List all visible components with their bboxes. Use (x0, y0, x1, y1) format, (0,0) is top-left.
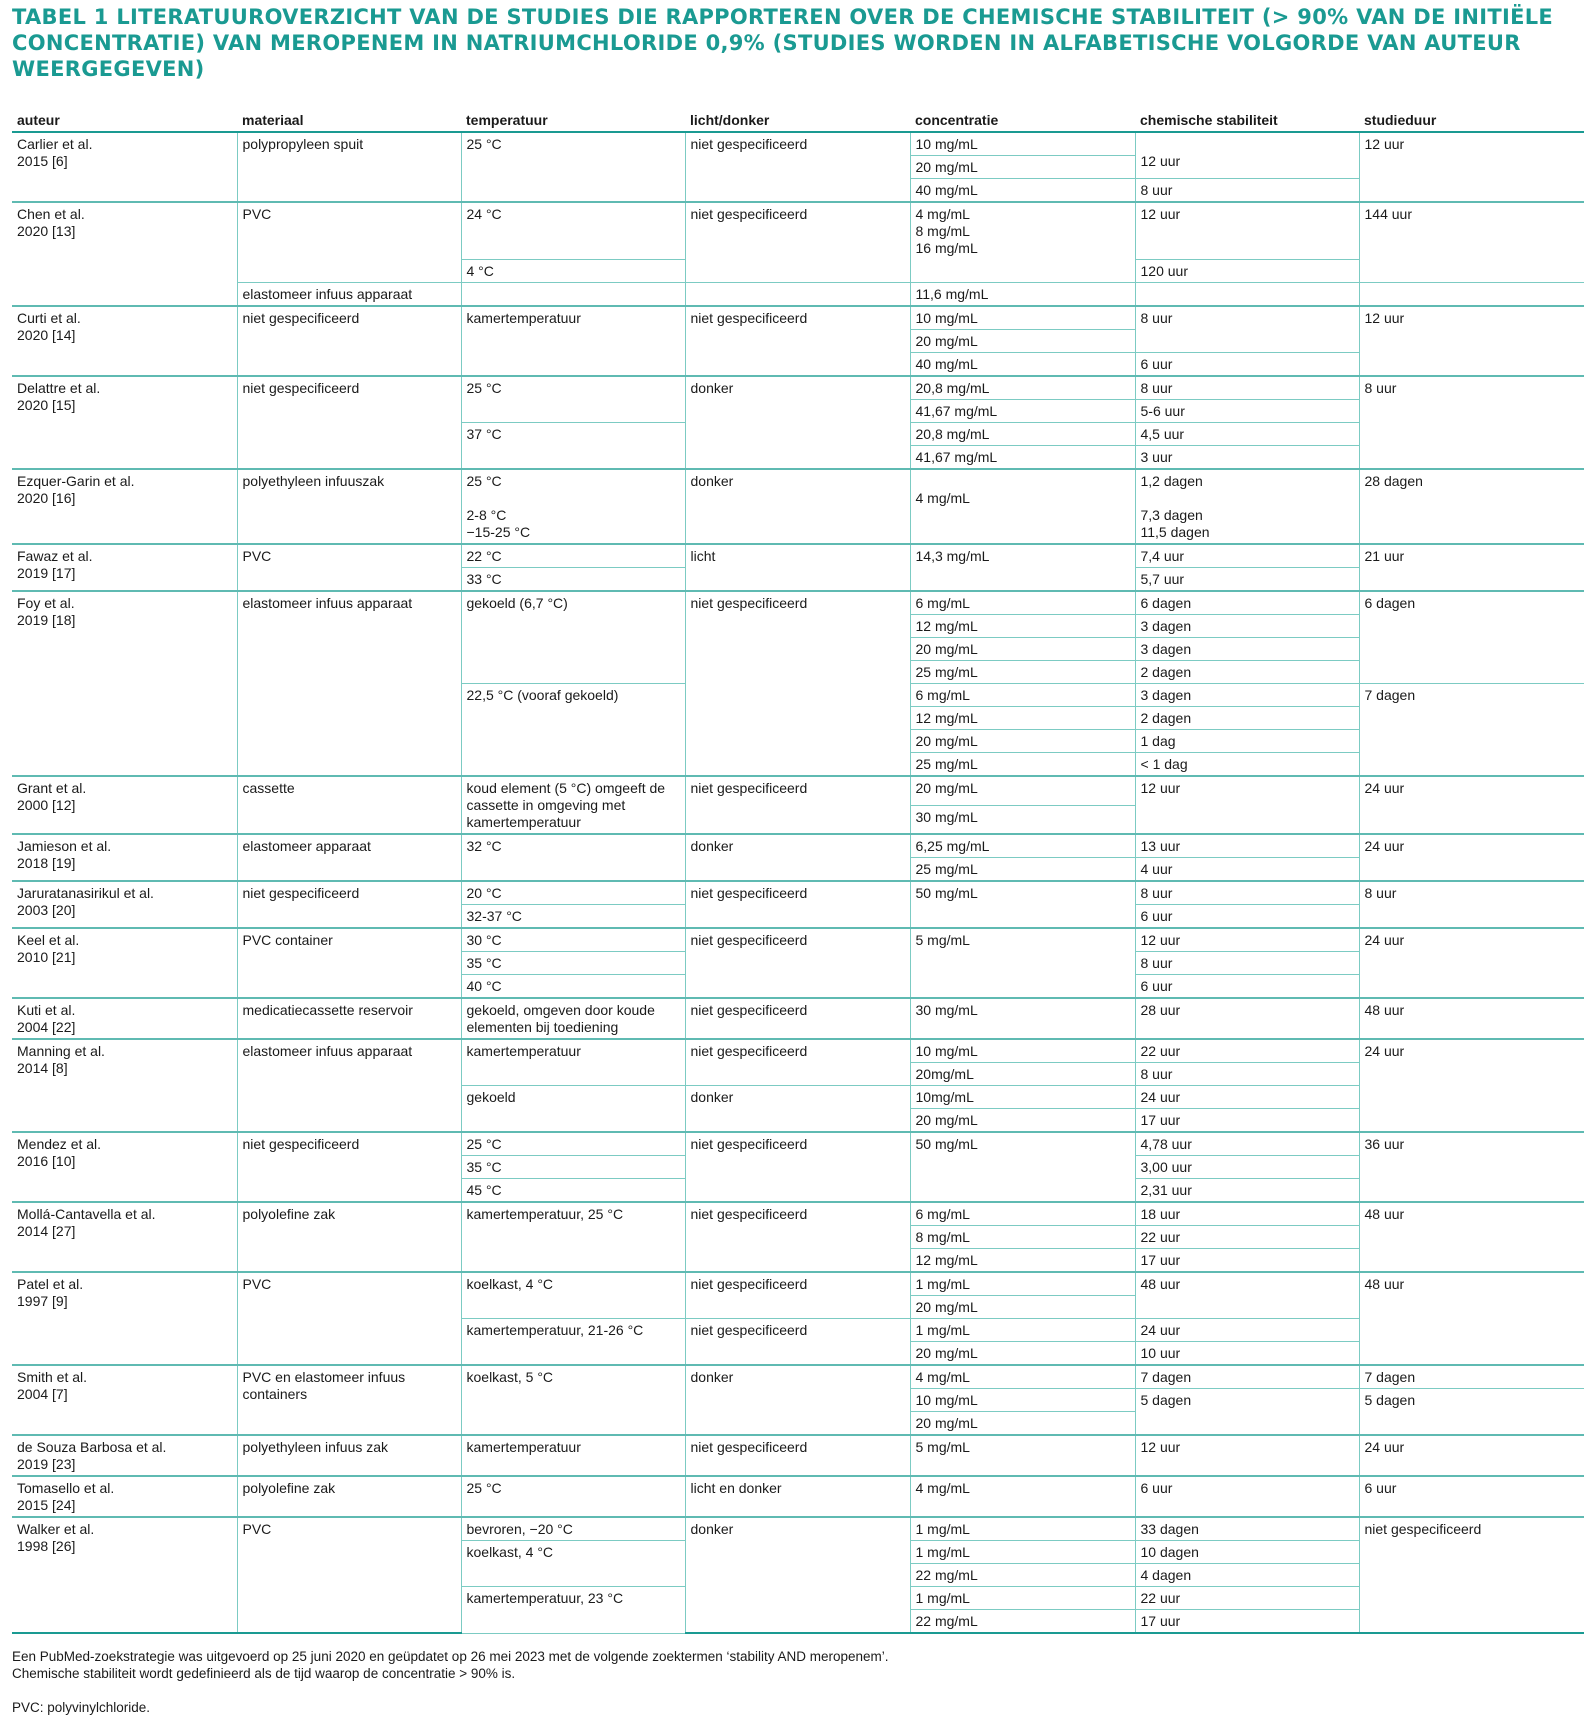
table-cell: 10 dagen (1135, 1541, 1359, 1564)
table-cell: niet gespecificeerd (685, 928, 910, 998)
table-row (12, 998, 1584, 1039)
table-cell: 12 uur (1135, 202, 1359, 260)
table-cell: donker (685, 1517, 910, 1633)
table-cell: 7,4 uur (1135, 544, 1359, 568)
table-cell: 12 uur (1135, 928, 1359, 952)
table-cell: Chen et al. 2020 [13] (12, 202, 237, 306)
table-cell: 17 uur (1135, 1610, 1359, 1634)
table-cell: 10 uur (1135, 1342, 1359, 1366)
table-cell: koelkast, 5 °C (461, 1365, 685, 1435)
table-cell: niet gespecificeerd (1359, 1517, 1584, 1633)
table-cell: 36 uur (1359, 1132, 1584, 1202)
table-cell: Jaruratanasirikul et al. 2003 [20] (12, 881, 237, 928)
table-cell: Curti et al. 2020 [14] (12, 306, 237, 376)
table-cell: 20 mg/mL (910, 1109, 1135, 1133)
table-cell: kamertemperatuur (461, 1039, 685, 1086)
table-cell: 30 mg/mL (910, 998, 1135, 1039)
table-cell: 4 mg/mL 8 mg/mL 16 mg/mL (910, 202, 1135, 283)
table-cell: 32-37 °C (461, 905, 685, 929)
table-cell: donker (685, 469, 910, 544)
header-concentratie: concentratie (910, 108, 1135, 132)
table-row (12, 1202, 1584, 1226)
table-cell: 5,7 uur (1135, 568, 1359, 592)
table-cell: Manning et al. 2014 [8] (12, 1039, 237, 1132)
table-row (12, 132, 1584, 156)
table-cell: niet gespecificeerd (685, 881, 910, 928)
table-cell: 8 uur (1135, 952, 1359, 975)
table-cell: 8 uur (1135, 376, 1359, 400)
table-cell: 25 mg/mL (910, 661, 1135, 684)
table-cell (1359, 283, 1584, 307)
table-row (12, 928, 1584, 952)
header-temperatuur: temperatuur (461, 108, 685, 132)
table-cell: 8 uur (1359, 881, 1584, 928)
table-cell: 22 °C (461, 544, 685, 568)
table-cell: 20 mg/mL (910, 1342, 1135, 1366)
table-cell: 5 mg/mL (910, 1435, 1135, 1476)
table-cell: 1,2 dagen 7,3 dagen 11,5 dagen (1135, 469, 1359, 544)
table-cell: kamertemperatuur, 21-26 °C (461, 1319, 685, 1366)
table-cell: elastomeer infuus apparaat (237, 1039, 461, 1132)
table-cell: 5-6 uur (1135, 400, 1359, 423)
table-cell: 48 uur (1135, 1272, 1359, 1319)
header-materiaal: materiaal (237, 108, 461, 132)
table-cell: 1 mg/mL (910, 1587, 1135, 1610)
table-cell: 30 mg/mL (910, 805, 1135, 834)
table-cell: polypropyleen spuit (237, 132, 461, 202)
table-row (12, 1132, 1584, 1156)
table-cell: 24 uur (1135, 1319, 1359, 1342)
table-row (12, 1517, 1584, 1541)
footnote-search: Een PubMed-zoekstrategie was uitgevoerd op 25 juni 2020 en geüpdatet op 26 mei 2023 met de volgende zoektermen ‘stability AND meropenem’. (12, 1649, 889, 1664)
table-cell: < 1 dag (1135, 753, 1359, 777)
table-cell: donker (685, 834, 910, 881)
table-row (12, 1272, 1584, 1296)
table-cell: 41,67 mg/mL (910, 400, 1135, 423)
table-cell: 20 mg/mL (910, 638, 1135, 661)
table-cell: 6 uur (1359, 1476, 1584, 1517)
table-cell: 40 mg/mL (910, 179, 1135, 203)
table-cell: Carlier et al. 2015 [6] (12, 132, 237, 202)
table-cell: 6 mg/mL (910, 684, 1135, 707)
table-cell: 18 uur (1135, 1202, 1359, 1226)
table-cell: 20 °C (461, 881, 685, 905)
table-cell: niet gespecificeerd (237, 306, 461, 376)
table-cell: 30 °C (461, 928, 685, 952)
table-cell: niet gespecificeerd (685, 1202, 910, 1272)
table-cell: 10 mg/mL (910, 1389, 1135, 1412)
table-cell: licht (685, 544, 910, 591)
table-cell: 4 dagen (1135, 1564, 1359, 1587)
table-cell: 2,31 uur (1135, 1179, 1359, 1203)
table-cell: 5 dagen (1359, 1389, 1584, 1436)
table-cell: 24 °C (461, 202, 685, 260)
table-cell: Ezquer-Garin et al. 2020 [16] (12, 469, 237, 544)
table-cell: gekoeld (461, 1086, 685, 1133)
table-cell: niet gespecificeerd (237, 1132, 461, 1202)
table-cell: niet gespecificeerd (685, 306, 910, 376)
header-chemische-stabiliteit: chemische stabiliteit (1135, 108, 1359, 132)
table-cell: 6,25 mg/mL (910, 834, 1135, 858)
table-cell: licht en donker (685, 1476, 910, 1517)
table-header (12, 108, 1584, 132)
table-cell: 17 uur (1135, 1109, 1359, 1133)
table-cell: koud element (5 °C) omgeeft de cassette in omgeving met kamertemperatuur (461, 776, 685, 834)
table-cell: gekoeld (6,7 °C) (461, 591, 685, 684)
table-cell: 3 dagen (1135, 684, 1359, 707)
table-cell: PVC (237, 1272, 461, 1365)
table-cell: 4 mg/mL (910, 469, 1135, 544)
table-cell: 35 °C (461, 952, 685, 975)
table-cell: 50 mg/mL (910, 1132, 1135, 1202)
table-cell: PVC (237, 202, 461, 283)
table-cell: 8 uur (1135, 1063, 1359, 1086)
table-cell: niet gespecificeerd (685, 1132, 910, 1202)
header-studieduur: studieduur (1359, 108, 1584, 132)
table-cell: 2 dagen (1135, 661, 1359, 684)
footnotes (12, 1648, 1584, 1716)
table-cell: 12 mg/mL (910, 1249, 1135, 1273)
table-cell: 12 uur (1135, 132, 1359, 179)
table-cell: 40 mg/mL (910, 353, 1135, 377)
table-cell: 41,67 mg/mL (910, 446, 1135, 470)
table-cell: kamertemperatuur (461, 1435, 685, 1476)
table-cell: Grant et al. 2000 [12] (12, 776, 237, 834)
table-cell (1135, 283, 1359, 307)
table-cell: 8 uur (1135, 881, 1359, 905)
table-cell: kamertemperatuur (461, 306, 685, 376)
table-cell: PVC (237, 544, 461, 591)
footnote-abbreviation: PVC: polyvinylchloride. (12, 1700, 151, 1715)
table-cell: Mendez et al. 2016 [10] (12, 1132, 237, 1202)
table-cell: 1 mg/mL (910, 1517, 1135, 1541)
table-cell: medicatiecassette reservoir (237, 998, 461, 1039)
table-cell: 4 uur (1135, 858, 1359, 882)
table-cell: 6 uur (1135, 975, 1359, 999)
table-cell: 12 uur (1135, 776, 1359, 834)
table-row (12, 202, 1584, 260)
table-cell: 10 mg/mL (910, 306, 1135, 330)
table-cell: 6 dagen (1359, 591, 1584, 684)
table-cell: elastomeer infuus apparaat (237, 591, 461, 776)
table-cell: niet gespecificeerd (685, 1039, 910, 1086)
table-cell: Mollá-Cantavella et al. 2014 [27] (12, 1202, 237, 1272)
table-cell: 24 uur (1359, 1039, 1584, 1132)
table-cell: 20 mg/mL (910, 330, 1135, 353)
table-cell: bevroren, −20 °C (461, 1517, 685, 1541)
table-cell: Keel et al. 2010 [21] (12, 928, 237, 998)
table-cell: 22,5 °C (vooraf gekoeld) (461, 684, 685, 777)
table-cell: polyolefine zak (237, 1202, 461, 1272)
table-cell: 33 °C (461, 568, 685, 592)
table-cell: 17 uur (1135, 1249, 1359, 1273)
table-cell (461, 283, 685, 307)
table-cell: PVC en elastomeer infuus containers (237, 1365, 461, 1435)
table-cell: elastomeer apparaat (237, 834, 461, 881)
table-row (12, 591, 1584, 615)
table-cell: 1 dag (1135, 730, 1359, 753)
table-cell: niet gespecificeerd (685, 1319, 910, 1366)
table-cell: 12 uur (1359, 132, 1584, 202)
table-cell: 12 uur (1359, 306, 1584, 376)
table-cell: koelkast, 4 °C (461, 1272, 685, 1319)
table-cell: 10mg/mL (910, 1086, 1135, 1109)
table-cell: 120 uur (1135, 260, 1359, 283)
table-cell: 8 mg/mL (910, 1226, 1135, 1249)
table-cell: kamertemperatuur, 25 °C (461, 1202, 685, 1272)
table-cell: 24 uur (1135, 1086, 1359, 1109)
table-cell: 20 mg/mL (910, 1412, 1135, 1436)
table-cell: 35 °C (461, 1156, 685, 1179)
table-cell: gekoeld, omgeven door koude elementen bij toediening (461, 998, 685, 1039)
table-cell: niet gespecificeerd (685, 1272, 910, 1319)
table-cell: 6 dagen (1135, 591, 1359, 615)
table-cell: 8 uur (1135, 179, 1359, 203)
header-licht-donker: licht/donker (685, 108, 910, 132)
table-cell: 1 mg/mL (910, 1272, 1135, 1296)
table-cell: 144 uur (1359, 202, 1584, 283)
table-body (12, 132, 1584, 1633)
table-cell: polyethyleen infuus zak (237, 1435, 461, 1476)
table-cell: elastomeer infuus apparaat (237, 283, 461, 307)
table-cell: 48 uur (1359, 1202, 1584, 1272)
table-cell: 24 uur (1359, 834, 1584, 881)
table-cell: 4 mg/mL (910, 1365, 1135, 1389)
table-row (12, 283, 1584, 307)
table-row (12, 834, 1584, 858)
table-cell: Delattre et al. 2020 [15] (12, 376, 237, 469)
table-cell: 8 uur (1359, 376, 1584, 469)
table-cell: 25 °C (461, 376, 685, 423)
table-cell: niet gespecificeerd (237, 881, 461, 928)
table-cell: 37 °C (461, 423, 685, 470)
header-auteur: auteur (12, 108, 237, 132)
table-title: TABEL 1 LITERATUUROVERZICHT VAN DE STUDIES DIE RAPPORTEREN OVER DE CHEMISCHE STABILITEIT (> 90% VAN DE INITIËLE CONCENTRATIE) VAN MEROPENEM IN NATRIUMCHLORIDE 0,9% (STUDIES WORDEN IN ALFABETISCHE VOLGORDE VAN AUTEUR WEERGEGEVEN) (12, 5, 1554, 81)
table-cell: polyethyleen infuuszak (237, 469, 461, 544)
table-cell: Walker et al. 1998 [26] (12, 1517, 237, 1633)
table-cell: 6 mg/mL (910, 1202, 1135, 1226)
table-cell: 4,5 uur (1135, 423, 1359, 446)
table-cell: 3 dagen (1135, 638, 1359, 661)
table-row (12, 376, 1584, 400)
table-cell: 20 mg/mL (910, 156, 1135, 179)
table-cell: donker (685, 1086, 910, 1133)
table-cell: 20 mg/mL (910, 730, 1135, 753)
table-cell: 20,8 mg/mL (910, 376, 1135, 400)
table-cell: 25 °C (461, 132, 685, 202)
footnote-definition: Chemische stabiliteit wordt gedefinieerd als de tijd waarop de concentratie > 90% is. (12, 1666, 516, 1681)
table-cell: PVC container (237, 928, 461, 998)
table-cell: 25 mg/mL (910, 858, 1135, 882)
table-cell: 13 uur (1135, 834, 1359, 858)
table-cell: 10 mg/mL (910, 1039, 1135, 1063)
table-cell: Tomasello et al. 2015 [24] (12, 1476, 237, 1517)
table-cell: 50 mg/mL (910, 881, 1135, 928)
table-cell: 6 uur (1135, 905, 1359, 929)
table-cell: Foy et al. 2019 [18] (12, 591, 237, 776)
table-cell: 11,6 mg/mL (910, 283, 1135, 307)
table-cell: 22 uur (1135, 1587, 1359, 1610)
table-cell: 4 mg/mL (910, 1476, 1135, 1517)
table-row (12, 306, 1584, 330)
table-cell: 22 uur (1135, 1226, 1359, 1249)
table-row (12, 544, 1584, 568)
table-cell: 7 dagen (1359, 1365, 1584, 1389)
table-cell: 28 uur (1135, 998, 1359, 1039)
table-cell: 1 mg/mL (910, 1319, 1135, 1342)
table-cell: 28 dagen (1359, 469, 1584, 544)
table-cell: 6 uur (1135, 353, 1359, 377)
table-cell: donker (685, 376, 910, 469)
table-cell: 20mg/mL (910, 1063, 1135, 1086)
table-cell: 4,78 uur (1135, 1132, 1359, 1156)
table-cell: 5 mg/mL (910, 928, 1135, 998)
table-cell: Patel et al. 1997 [9] (12, 1272, 237, 1365)
table-cell: 25 mg/mL (910, 753, 1135, 777)
table-cell: 48 uur (1359, 1272, 1584, 1365)
table-cell: 25 °C 2-8 °C −15-25 °C (461, 469, 685, 544)
table-cell: 8 uur (1135, 306, 1359, 353)
table-row (12, 1476, 1584, 1517)
table-cell: 45 °C (461, 1179, 685, 1203)
table-cell: 12 uur (1135, 1435, 1359, 1476)
table-cell: donker (685, 1365, 910, 1435)
table-cell: 14,3 mg/mL (910, 544, 1135, 591)
table-cell: 24 uur (1359, 928, 1584, 998)
table-cell: niet gespecificeerd (237, 376, 461, 469)
table-cell: 20 mg/mL (910, 776, 1135, 805)
table-cell: 32 °C (461, 834, 685, 881)
table-cell: 6 uur (1135, 1476, 1359, 1517)
table-cell: 3,00 uur (1135, 1156, 1359, 1179)
table-cell: kamertemperatuur, 23 °C (461, 1587, 685, 1634)
table-cell: polyolefine zak (237, 1476, 461, 1517)
table-row (12, 1365, 1584, 1389)
table-cell: 7 dagen (1359, 684, 1584, 777)
table-cell: 12 mg/mL (910, 707, 1135, 730)
table-cell: koelkast, 4 °C (461, 1541, 685, 1587)
table-cell: 21 uur (1359, 544, 1584, 591)
table-cell: 7 dagen (1135, 1365, 1359, 1389)
table-cell: 22 uur (1135, 1039, 1359, 1063)
table-cell: 1 mg/mL (910, 1541, 1135, 1564)
table-cell: 25 °C (461, 1132, 685, 1156)
table-row (12, 1435, 1584, 1476)
table-cell: 12 mg/mL (910, 615, 1135, 638)
table-cell: PVC (237, 1517, 461, 1633)
header-row (12, 108, 1584, 132)
table-cell: 6 mg/mL (910, 591, 1135, 615)
table-cell: niet gespecificeerd (685, 776, 910, 834)
table-row (12, 469, 1584, 544)
table-cell: 10 mg/mL (910, 132, 1135, 156)
table-cell: 33 dagen (1135, 1517, 1359, 1541)
stability-table (12, 108, 1584, 1634)
table-cell: 2 dagen (1135, 707, 1359, 730)
table-cell: de Souza Barbosa et al. 2019 [23] (12, 1435, 237, 1476)
table-cell: Kuti et al. 2004 [22] (12, 998, 237, 1039)
table-cell: 22 mg/mL (910, 1564, 1135, 1587)
table-cell: 48 uur (1359, 998, 1584, 1039)
table-cell: 24 uur (1359, 1435, 1584, 1476)
table-cell: 25 °C (461, 1476, 685, 1517)
table-cell: niet gespecificeerd (685, 591, 910, 776)
table-cell: 3 uur (1135, 446, 1359, 470)
table-cell: cassette (237, 776, 461, 834)
table-cell: niet gespecificeerd (685, 132, 910, 202)
table-cell: 20,8 mg/mL (910, 423, 1135, 446)
table-cell: niet gespecificeerd (685, 998, 910, 1039)
table-row (12, 776, 1584, 805)
table-cell: 24 uur (1359, 776, 1584, 834)
table-cell: 3 dagen (1135, 615, 1359, 638)
table-cell: Smith et al. 2004 [7] (12, 1365, 237, 1435)
table-cell: 4 °C (461, 260, 685, 283)
table-cell: 22 mg/mL (910, 1610, 1135, 1634)
table-cell: 20 mg/mL (910, 1296, 1135, 1319)
table-cell: niet gespecificeerd (685, 202, 910, 283)
table-cell: niet gespecificeerd (685, 1435, 910, 1476)
table-cell: 40 °C (461, 975, 685, 999)
table-row (12, 881, 1584, 905)
table-row (12, 1039, 1584, 1063)
table-cell: Fawaz et al. 2019 [17] (12, 544, 237, 591)
table-cell: Jamieson et al. 2018 [19] (12, 834, 237, 881)
table-cell (685, 283, 910, 307)
table-cell: 5 dagen (1135, 1389, 1359, 1436)
